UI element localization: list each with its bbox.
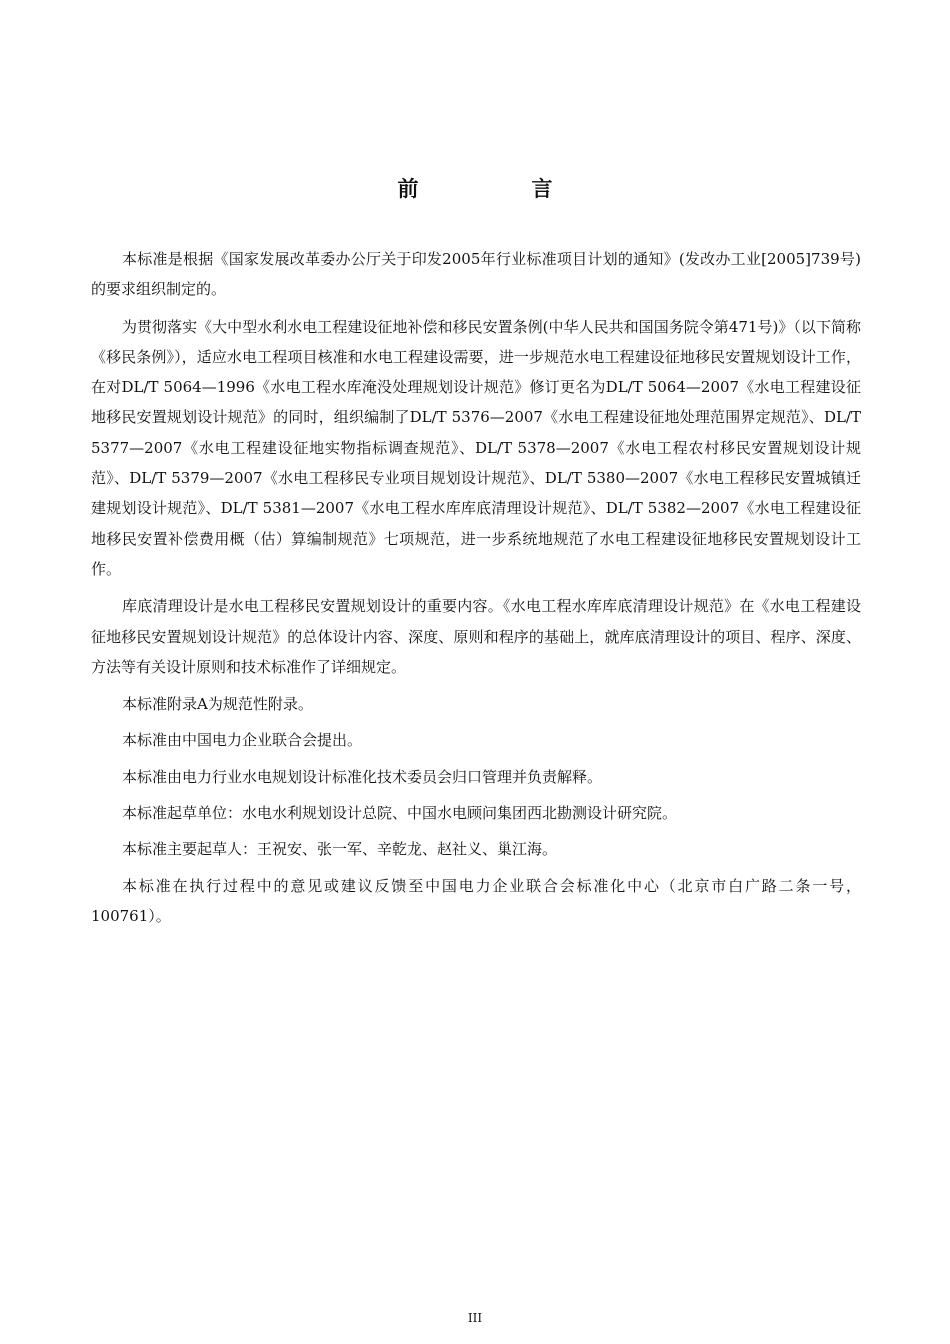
page-title: 前 言 [397, 176, 599, 201]
paragraph-clearing-design: 库底清理设计是水电工程移民安置规划设计的重要内容。《水电工程水库库底清理设计规范》在《水电工程建设征地移民安置规划设计规范》的总体设计内容、深度、原则和程序的基础上，就库底清理设计的项目、程序、深度、方法等有关设计原则和技术标准作了详细规定。 [91, 597, 861, 676]
paragraph-management: 本标准由电力行业水电规划设计标准化技术委员会归口管理并负责解释。 [122, 767, 603, 786]
page-number: III [467, 1311, 483, 1325]
paragraph-background: 为贯彻落实《大中型水利水电工程建设征地补偿和移民安置条例(中华人民共和国国务院令第471号)》（以下简称《移民条例》），适应水电工程项目核准和水电工程建设需要，进一步规范水电工程建设征地移民安置规划设计工作，在对DL/T 5064—1996《水电工程水库淹没处理规划设计规范》修订更名为DL/T 5064—2007《水电工程建设征地移民安置规划设计规范》的同时，组织编制了DL/T 5376—2007《水电工程建设征地处理范围界定规范》、DL/T 5377—2007《水电工程建设征地实物指标调查规范》、DL/T 5378—2007《水电工程农村移民安置规划设计规范》、DL/T 5379—2007《水电工程移民专业项目规划设计规范》、DL/T 5380—2007《水电工程移民安置城镇迁建规划设计规范》、DL/T 5381—2007《水电工程水库库底清理设计规范》、DL/T 5382—2007《水电工程建设征地移民安置补偿费用概（估）算编制规范》七项规范，进一步系统地规范了水电工程建设征地移民安置规划设计工作。 [91, 317, 861, 578]
foreword-body [91, 244, 861, 938]
paragraph-appendix: 本标准附录A为规范性附录。 [122, 695, 313, 714]
paragraph-basis: 本标准是根据《国家发展改革委办公厅关于印发2005年行业标准项目计划的通知》(发改办工业[2005]739号)的要求组织制定的。 [91, 250, 861, 299]
paragraph-proposer: 本标准由中国电力企业联合会提出。 [122, 731, 363, 750]
paragraph-feedback: 本标准在执行过程中的意见或建议反馈至中国电力企业联合会标准化中心（北京市白广路二条一号，100761）。 [91, 876, 861, 925]
paragraph-drafting-units: 本标准起草单位：水电水利规划设计总院、中国水电顾问集团西北勘测设计研究院。 [122, 804, 678, 823]
paragraph-drafters: 本标准主要起草人：王祝安、张一军、辛乾龙、赵社义、巢江海。 [122, 840, 558, 859]
